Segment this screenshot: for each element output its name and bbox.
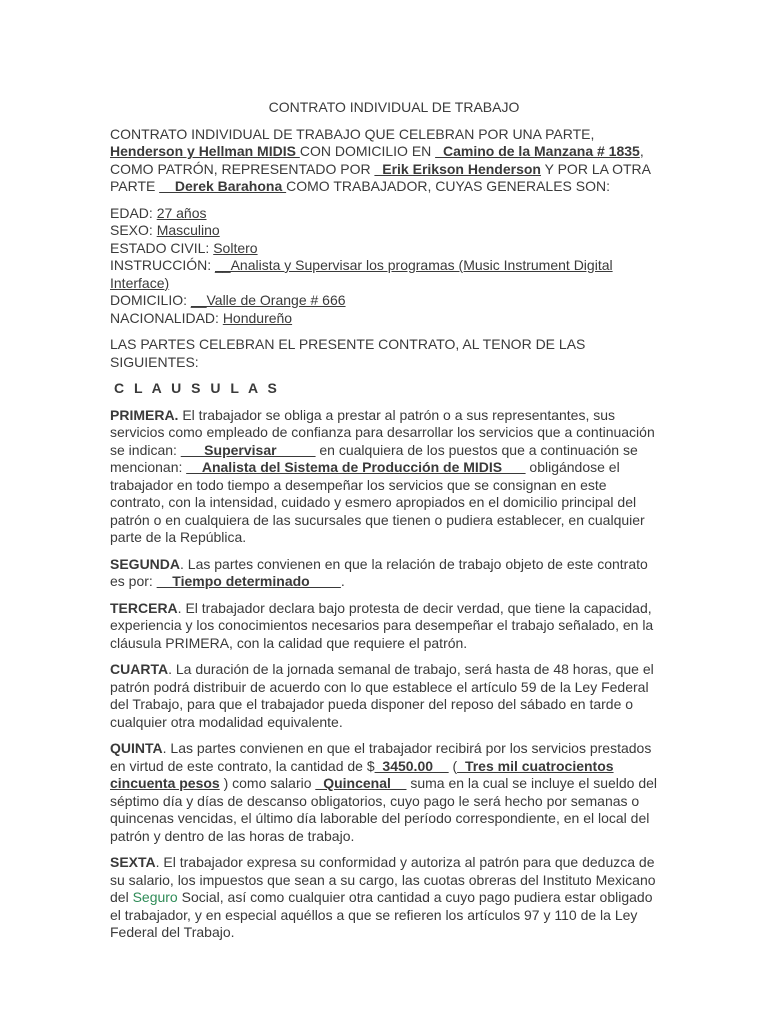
primera-servicio: ___Supervisar_____	[180, 441, 316, 458]
quinta-text-3: ) como salario	[219, 775, 316, 791]
estado-civil-line	[110, 240, 664, 258]
cuarta-text-1: . La duración de la jornada semanal de trabajo, será hasta de 48 horas, que el patrón podrá distribuir de acuerdo con lo que establece el artículo 59 de la Ley Federal del Trabajo, para que el trabajador pueda disponer del reposo del sábado en tarde o cualquier otra modalidad equivalente.	[110, 661, 654, 730]
quinta-text-2: (	[448, 757, 458, 774]
intro-paragraph	[110, 126, 664, 196]
quinta-text-4: suma en la cual se incluye el sueldo del séptimo día y días de descanso obligatorios, cuyo pago le será hecho por semanas o quincenas vencidas, el último día laborable del período correspondiente, en el local del patrón y dentro de las horas de trabajo.	[110, 775, 658, 844]
clausula-tercera	[110, 600, 664, 653]
tercera-label: TERCERA	[110, 599, 178, 616]
tercera-text-1: . El trabajador declara bajo protesta de decir verdad, que tiene la capacidad, experiencia y los conocimientos necesarios para desempeñar el trabajo señalado, en la cláusula PRIMERA, con la calidad que requiere el patrón.	[110, 599, 654, 651]
quinta-letra: _Tres mil cuatrocientos cincuenta pesos	[110, 757, 614, 791]
intro-text-2: CON DOMICILIO EN	[299, 143, 436, 159]
clausula-quinta	[110, 740, 664, 845]
primera-text-1: El trabajador se obliga a prestar al patrón o a sus representantes, sus servicios como empleado de confianza para desarrollar los servicios que a continuación se indican:	[110, 406, 655, 458]
intro-text-1: CONTRATO INDIVIDUAL DE TRABAJO QUE CELEBRAN POR UNA PARTE,	[110, 125, 595, 142]
instruccion-label: INSTRUCCIÓN:	[110, 257, 215, 273]
edad-label: EDAD:	[110, 204, 157, 221]
domicilio-label: DOMICILIO:	[110, 292, 191, 308]
document-title: CONTRATO INDIVIDUAL DE TRABAJO	[268, 99, 520, 115]
estado-civil-value: Soltero	[213, 239, 258, 256]
sexta-label: SEXTA	[110, 854, 156, 870]
sexo-line	[110, 222, 664, 240]
primera-puesto: __Analista del Sistema de Producción de MIDIS___	[186, 459, 526, 475]
edad-value: 27 años	[156, 204, 207, 221]
document-body	[110, 99, 664, 951]
intro-text-3: , COMO PATRÓN, REPRESENTADO POR	[110, 143, 644, 177]
domicilio-line	[110, 292, 664, 310]
nacionalidad-line	[110, 310, 664, 328]
instruccion-value: __Analista y Supervisar los programas (Music Instrument Digital Interface)	[110, 257, 613, 291]
clausula-primera	[110, 407, 664, 547]
cuarta-label: CUARTA	[110, 661, 169, 677]
sexta-text-1: . El trabajador expresa su conformidad y autoriza al patrón para que deduzca de su salario, los impuestos que sean a su cargo, las cuotas obreras del Instituto Mexicano del	[110, 854, 656, 905]
segunda-text-1: . Las partes convienen en que la relación de trabajo objeto de este contrato es por:	[110, 555, 648, 589]
clausula-cuarta	[110, 661, 664, 731]
company-name: Henderson y Hellman MIDIS	[110, 143, 300, 159]
segunda-tiempo: __Tiempo determinado____	[156, 573, 341, 589]
worker-name: __Derek Barahona	[159, 178, 287, 194]
nacionalidad-label: NACIONALIDAD:	[110, 309, 223, 326]
intro-text-5: COMO TRABAJADOR, CUYAS GENERALES SON:	[286, 178, 611, 194]
sexo-value: Masculino	[156, 222, 220, 238]
primera-label: PRIMERA.	[110, 406, 179, 423]
edad-line	[110, 205, 664, 223]
partes-paragraph: LAS PARTES CELEBRAN EL PRESENTE CONTRATO, AL TENOR DE LAS SIGUIENTES:	[110, 336, 586, 370]
nacionalidad-value: Hondureño	[222, 309, 293, 326]
representative-name: _Erik Erikson Henderson	[374, 160, 541, 177]
quinta-label: QUINTA	[110, 740, 163, 756]
primera-text-2: en cualquiera de los puestos que a continuación se mencionan:	[110, 441, 638, 475]
clausula-sexta	[110, 854, 664, 942]
clausula-segunda	[110, 556, 664, 591]
segunda-text-2: .	[340, 573, 345, 589]
segunda-label: SEGUNDA	[110, 555, 181, 572]
domicilio-value: __Valle de Orange # 666	[190, 292, 346, 308]
estado-civil-label: ESTADO CIVIL:	[110, 239, 214, 256]
generales-block	[110, 205, 664, 328]
primera-text-3: obligándose el trabajador en todo tiempo a desempeñar los servicios que se consignan en este contrato, con la intensidad, cuidado y esmero apropiados en el domicilio principal del patrón o en cualquiera de las sucursales que tienen o pudiera establecer, en cualquier parte de la República.	[110, 459, 645, 545]
quinta-cantidad: _3450.00__	[374, 757, 449, 774]
seguro-link[interactable]: Seguro	[132, 889, 178, 905]
intro-text-4: Y POR LA OTRA PARTE	[110, 160, 651, 194]
company-address: _Camino de la Manzana # 1835	[435, 143, 640, 159]
quinta-periodo: _Quincenal__	[315, 775, 407, 791]
sexo-label: SEXO:	[110, 222, 157, 238]
clausulas-heading: C L A U S U L A S	[114, 380, 280, 396]
quinta-text-1: . Las partes convienen en que el trabajador recibirá por los servicios prestados en virtud de este contrato, la cantidad de $	[110, 740, 652, 774]
sexta-text-2: Social, así como cualquier otra cantidad a cuyo pago pudiera estar obligado el trabajador, y en especial aquéllos a que se refieren los artículos 97 y 110 de la Ley Federal del Trabajo.	[110, 889, 653, 940]
instruccion-line	[110, 257, 664, 292]
